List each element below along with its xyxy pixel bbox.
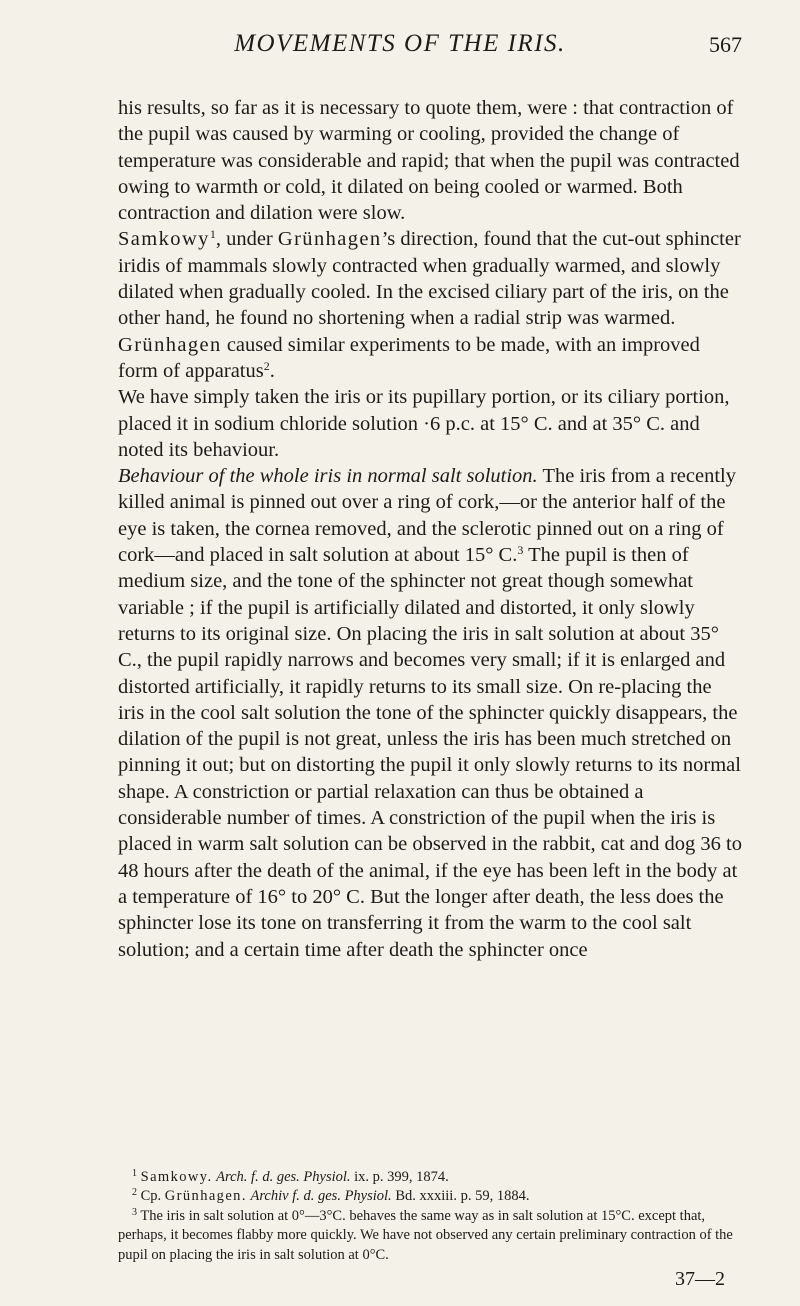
footnote-author: Grünhagen.: [164, 1188, 247, 1205]
page-number: 567: [709, 32, 742, 57]
running-title: MOVEMENTS OF THE IRIS.: [234, 30, 566, 57]
footnote-journal: Archiv f. d. ges. Physiol.: [250, 1188, 392, 1205]
text-span: .: [269, 359, 275, 382]
footnote-ref[interactable]: 1: [209, 227, 216, 242]
author-name: Grünhagen: [118, 333, 222, 356]
footnote-3: [118, 1207, 742, 1265]
paragraph-behaviour: [118, 463, 742, 963]
signature-mark: 37—2: [675, 1268, 725, 1290]
footnote-citation: ix. p. 399, 1874.: [350, 1169, 449, 1185]
text-span: The pupil is then of medium size, and the tone of the sphincter not great though somewhat variable ; if the pupil is artificially dilated and distorted, it only slowly returns to its original size. On placing the iris in salt solution at about 35° C., the pupil rapidly narrows and becomes very small; if it is enlarged and distorted artificially, it rapidly returns to its small size. On re-placing the iris in the cool salt solution the tone of the sphincter quickly disappears, the dilation of the pupil is not great, unless the iris has been much stretched on pinning it out; but on distorting the pupil it only slowly returns to its normal shape. A constriction or partial relaxation can thus be obtained a considerable number of times. A constriction of the pupil when the iris is placed in warm salt solution can be observed in the rabbit, cat and dog 36 to 48 hours after the death of the animal, if the eye has been left in the body at a temperature of 16° to 20° C. But the longer after death, the less does the sphincter lose its tone on transferring it from the warm to the cool salt solution; and a certain time after death the sphincter once: [118, 544, 742, 961]
footnote-citation: Bd. xxxiii. p. 59, 1884.: [391, 1188, 530, 1205]
section-heading: Behaviour of the whole iris in normal salt solution.: [118, 465, 538, 488]
footnote-journal: Arch. f. d. ges. Physiol.: [216, 1169, 351, 1185]
paragraph-samkowy: [118, 226, 742, 331]
text-span: caused similar experiments to be made, with an improved form of apparatus: [118, 333, 700, 382]
footnote-2: [118, 1187, 742, 1206]
footnote-author: Samkowy.: [140, 1169, 213, 1185]
author-name: Samkowy: [118, 228, 210, 251]
footnote-ref[interactable]: 2: [263, 358, 270, 373]
footnote-prefix: Cp.: [140, 1188, 165, 1205]
footnote-text: The iris in salt solution at 0°—3°C. behaves the same way as in salt solution at 15°C. except that, perhaps, it becomes flabby more quickly. We have not observed any certain preliminary contraction of the pupil on placing the iris in salt solution at 0°C.: [118, 1207, 733, 1263]
paragraph-method: We have simply taken the iris or its pupillary portion, or its ciliary portion, placed it in sodium chloride solution ·6 p.c. at 15° C. and at 35° C. and noted its behaviour.: [118, 386, 730, 461]
text-span: , under: [215, 228, 278, 251]
text-span: ’s direction, found that the cut-out sphincter iridis of mammals slowly contracted when gradually warmed, and slowly dilated when gradually cooled. In the excised ciliary part of the iris, on the other hand, he found no shortening when a radial strip was warmed.: [118, 228, 741, 330]
footnotes: [118, 1168, 742, 1265]
paragraph-grunhagen: [118, 332, 742, 385]
body-text: [118, 95, 742, 963]
author-name: Grünhagen: [277, 228, 382, 251]
footnote-number: 1: [132, 1168, 137, 1179]
footnote-ref[interactable]: 3: [517, 543, 524, 558]
footnote-1: [118, 1168, 742, 1187]
footnote-number: 2: [132, 1187, 137, 1199]
page-header: [0, 30, 800, 70]
text-span: The iris from a recently killed animal is pinned out over a ring of cork,—or the anterior half of the eye is taken, the cornea removed, and the sclerotic pinned out on a ring of cork—and placed in salt solution at about 15° C.: [118, 465, 736, 567]
paragraph-results: his results, so far as it is necessary to quote them, were : that contraction of the pupil was caused by warming or cooling, provided the change of temperature was considerable and rapid; that when the pupil was contracted owing to warmth or cold, it dilated on being cooled or warmed. Both contraction and dilation were slow.: [118, 97, 740, 225]
footnote-number: 3: [132, 1206, 137, 1218]
